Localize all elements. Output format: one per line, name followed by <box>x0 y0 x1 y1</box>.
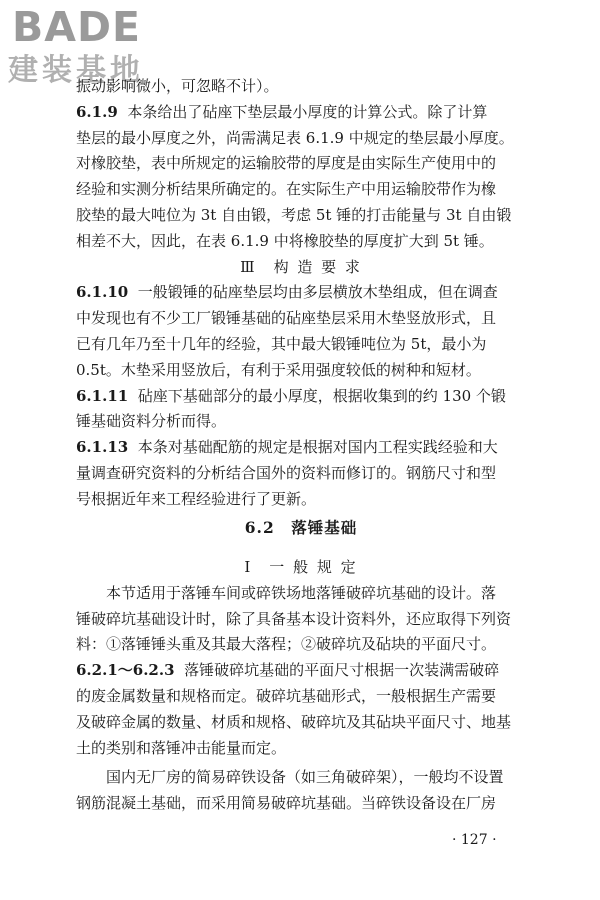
clause-number: 6.2.1～6.2.3 <box>76 661 175 680</box>
clause-text: 落锤破碎坑基础的平面尺寸根据一次装满需破碎 <box>184 661 500 680</box>
text-line: 锤基础资料分析而得。 <box>76 412 227 431</box>
clause-6-2-1 <box>76 658 526 684</box>
page-number: · 127 · <box>452 832 497 848</box>
clause-6-1-11 <box>76 384 526 410</box>
clause-number: 6.1.13 <box>76 438 129 457</box>
section-heading: 6.2 落锤基础 <box>244 518 358 537</box>
clause-6-1-10 <box>76 280 526 306</box>
text-line: 本节适用于落锤车间或碎铁场地落锤破碎坑基础的设计。落 <box>106 583 497 602</box>
text-line: 0.5t。木垫采用竖放后，有利于采用强度较低的树种和短材。 <box>76 360 481 379</box>
text-line: 土的类别和落锤冲击能量而定。 <box>76 738 287 757</box>
text-line: 对橡胶垫，表中所规定的运输胶带的厚度是由实际生产使用中的 <box>76 154 497 173</box>
clause-number: 6.1.10 <box>76 283 129 302</box>
text-line: 中发现也有不少工厂锻锤基础的砧座垫层采用木垫竖放形式，且 <box>76 309 497 328</box>
clause-text: 本条给出了砧座下垫层最小厚度的计算公式。除了计算 <box>127 102 488 121</box>
clause-text: 一般锻锤的砧座垫层均由多层横放木垫组成，但在调查 <box>137 283 498 302</box>
section-6-2-body <box>76 555 526 817</box>
clause-6-1-13 <box>76 435 526 461</box>
subsection-heading: Ⅲ 构 造 要 求 <box>240 257 362 276</box>
clause-number: 6.1.11 <box>76 386 129 405</box>
text-line: 振动影响微小，可忽略不计）。 <box>76 77 279 95</box>
clause-6-1-9 <box>76 100 526 126</box>
clause-text: 砧座下基础部分的最小厚度，根据收集到的约 130 个锻 <box>137 386 506 405</box>
text-line: 锤破碎坑基础设计时，除了具备基本设计资料外，还应取得下列资 <box>76 609 512 628</box>
text-line: 国内无厂房的简易碎铁设备（如三角破碎架），一般均不设置 <box>106 768 504 787</box>
text-line: 胶垫的最大吨位为 3t 自由锻，考虑 5t 锤的打击能量与 3t 自由锻 <box>76 205 512 224</box>
text-line: 钢筋混凝土基础，而采用简易破碎坑基础。当碎铁设备设在厂房 <box>76 794 497 813</box>
text-line: 量调查研究资料的分析结合国外的资料而修订的。钢筋尺寸和型 <box>76 463 497 482</box>
text-line: 及破碎金属的数量、材质和规格、破碎坑及其砧块平面尺寸、地基 <box>76 712 512 731</box>
text-line: 经验和实测分析结果所确定的。在实际生产中用运输胶带作为橡 <box>76 180 497 199</box>
clause-number: 6.1.9 <box>76 102 118 121</box>
logo-subtitle: 建装基地 <box>8 53 144 88</box>
text-line: 相差不大，因此，在表 6.1.9 中将橡胶垫的厚度扩大到 5t 锤。 <box>76 231 494 250</box>
section-6-2 <box>76 515 526 541</box>
text-line: 料：①落锤锤头重及其最大落程；②破碎坑及砧块的平面尺寸。 <box>76 635 497 654</box>
text-line: 已有几年乃至十几年的经验，其中最大锻锤吨位为 5t，最小为 <box>76 334 487 353</box>
subsection-heading: Ⅰ 一 般 规 定 <box>244 558 358 576</box>
clause-text: 本条对基础配筋的规定是根据对国内工程实践经验和大 <box>137 438 498 457</box>
text-line: 的废金属数量和规格而定。破碎坑基础形式，一般根据生产需要 <box>76 686 497 705</box>
text-line: 垫层的最小厚度之外，尚需满足表 6.1.9 中规定的垫层最小厚度。 <box>76 128 514 147</box>
text-line: 号根据近年来工程经验进行了更新。 <box>76 489 317 508</box>
page-body <box>76 74 526 513</box>
logo-wordmark: BADE <box>12 3 142 51</box>
